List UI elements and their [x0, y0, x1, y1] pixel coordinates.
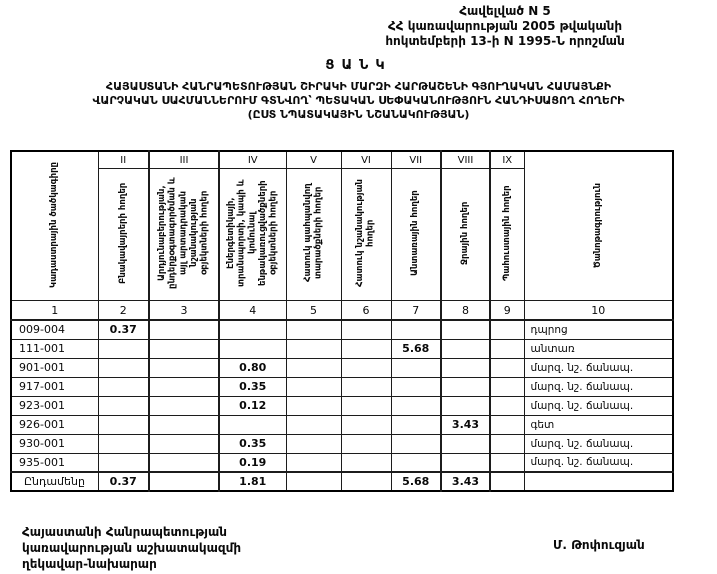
table-row — [11, 434, 673, 453]
value-cell — [341, 358, 391, 377]
land-category-table — [10, 150, 674, 492]
value-cell — [391, 358, 441, 377]
column-header-special-purpose-lands: Հատուկ նշանակության հողեր — [341, 169, 391, 301]
roman-II: II — [98, 151, 149, 169]
government-line: ՀՀ կառավարության 2005 թվականի — [387, 19, 623, 33]
column-header-infrastructure-lands: Էներգետիկայի, տրանսպորտի, կապի և կոմունալ ենթակառուցվածքների օբյեկտների հողեր — [219, 169, 286, 301]
document-subtitle — [0, 80, 717, 122]
column-header-note: Ծանոթագրություն — [524, 151, 673, 301]
value-cell — [149, 396, 219, 415]
value-cell — [286, 434, 341, 453]
cadastral-code-cell: 930-001 — [11, 434, 98, 453]
value-cell — [286, 377, 341, 396]
value-cell — [149, 358, 219, 377]
value-cell — [441, 320, 490, 339]
value-cell — [286, 415, 341, 434]
column-number: 3 — [149, 301, 219, 321]
value-cell — [341, 434, 391, 453]
signature-name: Մ. Թոփուզյան — [553, 538, 645, 552]
value-cell — [98, 377, 149, 396]
appendix-header — [298, 4, 712, 49]
column-number: 4 — [219, 301, 286, 321]
value-cell — [286, 339, 341, 358]
value-cell — [341, 396, 391, 415]
value-cell: 0.80 — [219, 358, 286, 377]
value-cell — [286, 358, 341, 377]
value-cell — [286, 472, 341, 491]
total-label: Ընդամենը — [11, 472, 98, 491]
value-cell: 5.68 — [391, 472, 441, 491]
value-cell — [341, 320, 391, 339]
value-cell — [341, 472, 391, 491]
column-header-protected-lands: Հատուկ պահպանվող տարածքների հողեր — [286, 169, 341, 301]
note-cell: մարզ. նշ. ճանապ. — [524, 358, 673, 377]
value-cell: 3.43 — [441, 472, 490, 491]
note-cell: դպրոց — [524, 320, 673, 339]
document-title: ՑԱՆԿ — [325, 58, 392, 73]
column-header-industrial-lands: Արդյունաբերության, ընդերքօգտագործման և այլ արտադրական նշանակության օբյեկտների հողեր — [149, 169, 219, 301]
cadastral-code-cell: 917-001 — [11, 377, 98, 396]
table-row — [11, 453, 673, 472]
note-cell — [524, 472, 673, 491]
appendix-number-line: Հավելված N 5 — [459, 4, 551, 18]
value-cell — [149, 339, 219, 358]
roman-numeral-row — [11, 151, 673, 169]
value-cell — [490, 320, 524, 339]
signatory-position-block — [22, 524, 241, 572]
column-number: 10 — [524, 301, 673, 321]
cadastral-code-cell: 901-001 — [11, 358, 98, 377]
column-number-row — [11, 301, 673, 321]
table-row — [11, 320, 673, 339]
value-cell — [98, 396, 149, 415]
footer-line-2: կառավարության աշխատակազմի — [22, 541, 242, 555]
value-cell — [98, 339, 149, 358]
roman-IX: IX — [490, 151, 524, 169]
note-cell: մարզ. նշ. ճանապ. — [524, 396, 673, 415]
value-cell: 0.12 — [219, 396, 286, 415]
column-number: 5 — [286, 301, 341, 321]
footer-line-1: Հայաստանի Հանրապետության — [22, 525, 227, 539]
value-cell — [490, 377, 524, 396]
value-cell — [441, 339, 490, 358]
value-cell — [341, 415, 391, 434]
value-cell — [441, 377, 490, 396]
column-number: 7 — [391, 301, 441, 321]
column-header-reserve-lands: Պահուստային հողեր — [490, 169, 524, 301]
value-cell — [391, 320, 441, 339]
value-cell: 0.37 — [98, 320, 149, 339]
value-cell — [98, 434, 149, 453]
value-cell — [341, 377, 391, 396]
table-row — [11, 396, 673, 415]
value-cell — [490, 453, 524, 472]
value-cell — [391, 396, 441, 415]
value-cell — [149, 472, 219, 491]
note-cell: մարզ. նշ. ճանապ. — [524, 434, 673, 453]
value-cell — [219, 415, 286, 434]
value-cell — [490, 358, 524, 377]
subtitle-line-1: ՀԱՅԱՍՏԱՆԻ ՀԱՆՐԱՊԵՏՈՒԹՅԱՆ ՇԻՐԱԿԻ ՄԱՐԶԻ ՀԱՐԹԱՇԵՆԻ ԳՅՈՒՂԱԿԱՆ ՀԱՄԱՅՆՔԻ — [105, 80, 612, 93]
value-cell — [98, 415, 149, 434]
value-cell — [98, 358, 149, 377]
total-row — [11, 472, 673, 491]
note-cell: անտառ — [524, 339, 673, 358]
value-cell — [391, 377, 441, 396]
column-header-cadastral-code: Կադաստրային ծածկագիրը — [11, 151, 98, 301]
value-cell: 3.43 — [441, 415, 490, 434]
table-row — [11, 358, 673, 377]
roman-III: III — [149, 151, 219, 169]
value-cell — [341, 339, 391, 358]
value-cell — [98, 453, 149, 472]
roman-VII: VII — [391, 151, 441, 169]
cadastral-code-cell: 923-001 — [11, 396, 98, 415]
cadastral-code-cell: 009-004 — [11, 320, 98, 339]
column-number: 1 — [11, 301, 98, 321]
value-cell: 0.37 — [98, 472, 149, 491]
value-cell: 0.35 — [219, 434, 286, 453]
column-number: 9 — [490, 301, 524, 321]
column-number: 8 — [441, 301, 490, 321]
value-cell — [149, 453, 219, 472]
value-cell — [441, 434, 490, 453]
value-cell — [149, 377, 219, 396]
column-number: 6 — [341, 301, 391, 321]
value-cell — [490, 396, 524, 415]
value-cell — [391, 415, 441, 434]
value-cell — [219, 339, 286, 358]
column-header-settlement-lands: Բնակավայրերի հողեր — [98, 169, 149, 301]
roman-VIII: VIII — [441, 151, 490, 169]
value-cell — [391, 453, 441, 472]
table-row — [11, 377, 673, 396]
footer-line-3: ղեկավար-նախարար — [22, 557, 157, 571]
value-cell — [149, 415, 219, 434]
value-cell: 0.35 — [219, 377, 286, 396]
value-cell: 5.68 — [391, 339, 441, 358]
value-cell — [441, 453, 490, 472]
cadastral-code-cell: 111-001 — [11, 339, 98, 358]
value-cell — [219, 320, 286, 339]
note-cell: մարզ. նշ. ճանապ. — [524, 377, 673, 396]
value-cell — [441, 358, 490, 377]
value-cell — [286, 320, 341, 339]
column-header-water-lands: Ջրային հողեր — [441, 169, 490, 301]
table-row — [11, 339, 673, 358]
table-row — [11, 415, 673, 434]
roman-IV: IV — [219, 151, 286, 169]
column-number: 2 — [98, 301, 149, 321]
value-cell — [490, 339, 524, 358]
roman-VI: VI — [341, 151, 391, 169]
value-cell — [149, 434, 219, 453]
cadastral-code-cell: 926-001 — [11, 415, 98, 434]
value-cell — [341, 453, 391, 472]
roman-V: V — [286, 151, 341, 169]
value-cell — [391, 434, 441, 453]
value-cell — [490, 434, 524, 453]
cadastral-code-cell: 935-001 — [11, 453, 98, 472]
note-cell: գետ — [524, 415, 673, 434]
subtitle-line-3: (ԸՍՏ ՆՊԱՏԱԿԱՅԻՆ ՆՇԱՆԱԿՈՒԹՅԱՆ) — [247, 108, 470, 121]
value-cell: 1.81 — [219, 472, 286, 491]
subtitle-line-2: ՎԱՐՉԱԿԱՆ ՍԱՀՄԱՆՆԵՐՈՒՄ ԳՏՆՎՈՂ՝ ՊԵՏԱԿԱՆ ՍԵՓԱԿԱՆՈՒԹՅՈՒՆ ՀԱՆԴԻՍԱՑՈՂ ՀՈՂԵՐԻ — [92, 94, 625, 107]
value-cell — [286, 453, 341, 472]
value-cell — [490, 472, 524, 491]
value-cell: 0.19 — [219, 453, 286, 472]
note-cell: մարզ. նշ. ճանապ. — [524, 453, 673, 472]
decree-line: հոկտեմբերի 13-ի N 1995-Ն որոշման — [385, 34, 625, 48]
column-header-forest-lands: Անտառային հողեր — [391, 169, 441, 301]
value-cell — [441, 396, 490, 415]
value-cell — [149, 320, 219, 339]
column-number-and-data-body — [11, 301, 673, 492]
value-cell — [490, 415, 524, 434]
value-cell — [286, 396, 341, 415]
